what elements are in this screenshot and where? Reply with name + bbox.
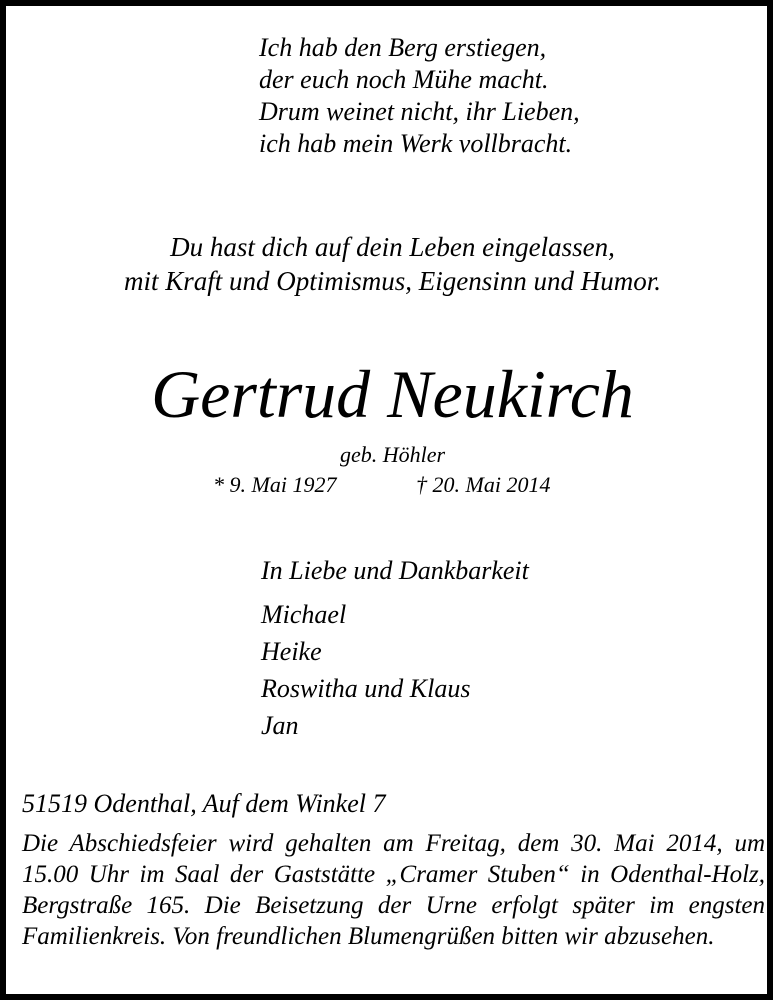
deceased-name: Gertrud Neukirch — [151, 356, 634, 432]
quote-line: mit Kraft und Optimismus, Eigensinn und Humor. — [123, 266, 662, 296]
death-date: † 20. Mai 2014 — [416, 472, 551, 497]
poem-line: Drum weinet nicht, ihr Lieben, — [259, 97, 580, 126]
poem-line: Ich hab den Berg erstiegen, — [259, 33, 547, 62]
quote-line: Du hast dich auf dein Leben eingelassen, — [170, 232, 615, 262]
funeral-notice: Die Abschiedsfeier wird gehalten am Freitag, dem 30. Mai 2014, um 15.00 Uhr im Saal der Gaststätte „Cramer Stuben“ in Odenthal-Holz, Bergstraße 165. Die Beisetzung der Urne erfolgt später im engsten Familienkreis. Von freundlichen Blumengrüßen bitten wir abzusehen. — [22, 830, 765, 950]
mourners — [261, 554, 529, 744]
poem — [259, 32, 580, 160]
maiden-name: geb. Höhler — [339, 442, 446, 467]
mourner-name: Michael — [261, 600, 347, 629]
quote — [6, 230, 773, 298]
poem-line: der euch noch Mühe macht. — [259, 65, 549, 94]
mourners-heading: In Liebe und Dankbarkeit — [261, 556, 529, 585]
birth-date: * 9. Mai 1927 — [213, 472, 337, 497]
mourner-name: Roswitha und Klaus — [261, 674, 471, 703]
family-address: 51519 Odenthal, Auf dem Winkel 7 — [22, 789, 386, 818]
poem-line: ich hab mein Werk vollbracht. — [259, 129, 573, 158]
mourner-name: Heike — [261, 637, 322, 666]
mourner-name: Jan — [261, 711, 299, 740]
